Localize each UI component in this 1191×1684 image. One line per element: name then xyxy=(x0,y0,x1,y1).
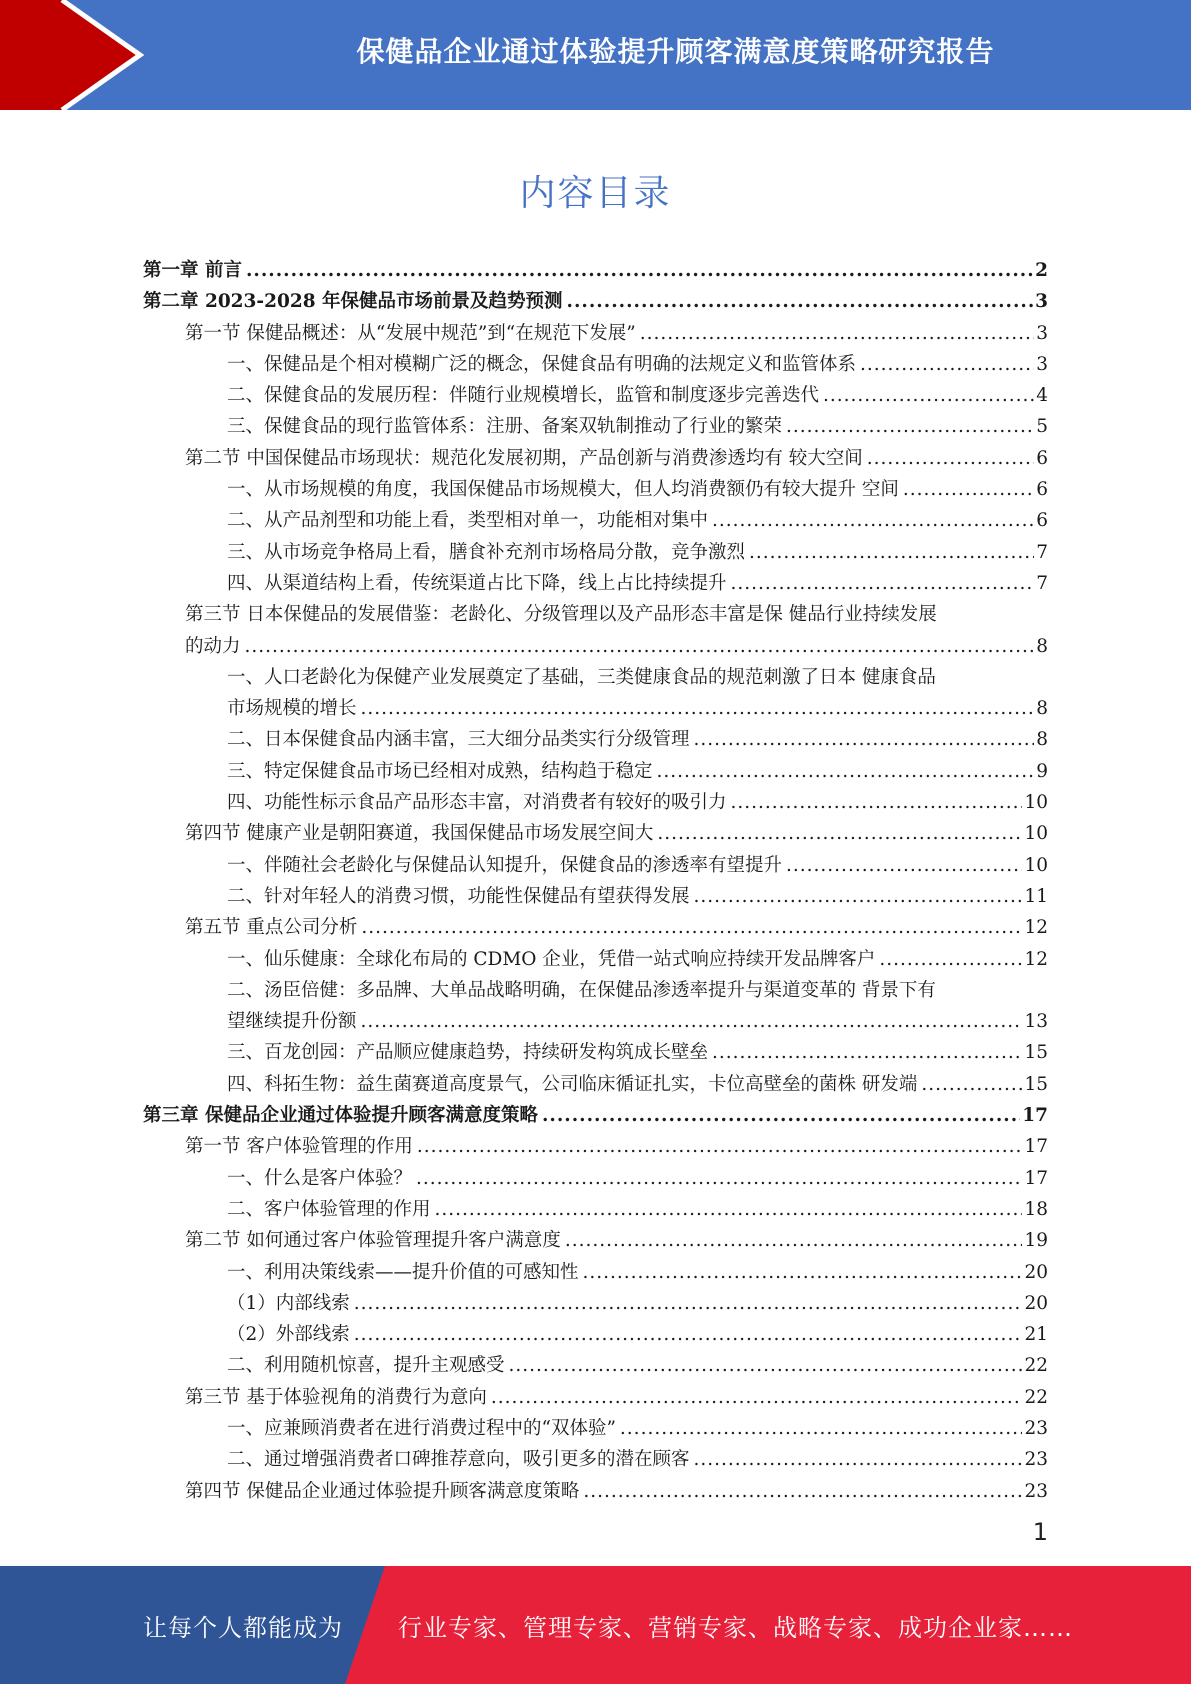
toc-entry-text: 第二节 中国保健品市场现状：规范化发展初期，产品创新与消费渗透均有 较大空间 xyxy=(185,447,863,469)
toc-entry-text: 第一章 前言 xyxy=(143,260,242,281)
footer-slogan-right: 行业专家、管理专家、营销专家、战略专家、成功企业家…… xyxy=(398,1613,1073,1642)
toc-entry-text-continued: 的动力 xyxy=(185,635,241,657)
toc-leader-dots xyxy=(354,1288,1023,1319)
toc-entry-text: 二、保健食品的发展历程：伴随行业规模增长，监管和制度逐步完善迭代 xyxy=(227,385,820,407)
toc-entry-text: 第三节 日本保健品的发展借鉴：老龄化、分级管理以及产品形态丰富是保 健品行业持续发展 xyxy=(185,604,937,626)
header-arrow-graphic xyxy=(0,0,160,110)
toc-entry-text: 二、客户体验管理的作用 xyxy=(227,1198,431,1220)
toc-leader-dots xyxy=(694,881,1023,912)
toc-entry[interactable] xyxy=(143,1288,1048,1319)
toc-entry-text: 三、从市场竞争格局上看，膳食补充剂市场格局分散，竞争激烈 xyxy=(227,541,746,563)
toc-entry-text: 三、保健食品的现行监管体系：注册、备案双轨制推动了行业的繁荣 xyxy=(227,416,783,438)
toc-leader-dots xyxy=(491,1382,1023,1413)
toc-leader-dots xyxy=(416,1163,1022,1194)
toc-entry-text: 第一节 客户体验管理的作用 xyxy=(185,1136,413,1158)
toc-entry[interactable] xyxy=(143,944,1048,975)
toc-entry[interactable] xyxy=(143,881,1048,912)
toc-leader-dots xyxy=(657,818,1022,849)
toc-entry-text: 第四节 保健品企业通过体验提升顾客满意度策略 xyxy=(185,1480,580,1502)
toc-entry-text: 二、汤臣倍健：多品牌、大单品战略明确，在保健品渗透率提升与渠道变革的 背景下有 xyxy=(227,979,936,1001)
toc-entry-text: 一、从市场规模的角度，我国保健品市场规模大，但人均消费额仍有较大提升 空间 xyxy=(227,479,899,501)
toc-leader-dots xyxy=(786,850,1022,881)
toc-entry[interactable] xyxy=(143,1413,1048,1444)
toc-page-number: 12 xyxy=(1024,948,1048,970)
toc-page-number: 15 xyxy=(1024,1042,1048,1064)
toc-entry[interactable] xyxy=(143,1194,1048,1225)
toc-page-number: 22 xyxy=(1024,1355,1048,1377)
toc-page-number: 21 xyxy=(1024,1324,1048,1346)
toc-page-number: 20 xyxy=(1024,1261,1048,1283)
toc-page-number: 3 xyxy=(1036,322,1048,344)
toc-page-number: 17 xyxy=(1024,1136,1048,1158)
toc-page-number: 17 xyxy=(1022,1105,1048,1127)
toc-entry[interactable] xyxy=(143,1037,1048,1068)
toc-page-number: 17 xyxy=(1024,1167,1048,1189)
toc-entry[interactable] xyxy=(143,1131,1048,1162)
toc-entry-text: 第一节 保健品概述：从“发展中规范”到“在规范下发展” xyxy=(185,322,636,344)
toc-entry-text: 第二节 如何通过客户体验管理提升客户满意度 xyxy=(185,1230,561,1252)
page-number: 1 xyxy=(1032,1518,1048,1546)
toc-entry-text: 二、日本保健食品内涵丰富，三大细分品类实行分级管理 xyxy=(227,729,690,751)
toc-entry-text: 一、利用决策线索——提升价值的可感知性 xyxy=(227,1261,579,1283)
toc-entry[interactable] xyxy=(143,443,1048,474)
toc-entry[interactable] xyxy=(143,505,1048,536)
toc-entry-text: 一、伴随社会老龄化与保健品认知提升，保健食品的渗透率有望提升 xyxy=(227,854,783,876)
toc-entry[interactable] xyxy=(143,380,1048,411)
toc-entry-text: 一、人口老龄化为保健产业发展奠定了基础，三类健康食品的规范刺激了日本 健康食品 xyxy=(227,666,936,688)
toc-entry-text: 第二章 2023-2028 年保健品市场前景及趋势预测 xyxy=(143,291,563,313)
toc-leader-dots xyxy=(867,443,1034,474)
toc-page-number: 13 xyxy=(1024,1011,1048,1033)
toc-entry[interactable] xyxy=(143,818,1048,849)
toc-page-number: 23 xyxy=(1024,1449,1048,1471)
header-banner xyxy=(0,0,1191,110)
toc-entry[interactable] xyxy=(143,537,1048,568)
toc-leader-dots xyxy=(565,1225,1023,1256)
toc-entry[interactable] xyxy=(143,850,1048,881)
toc-entry[interactable] xyxy=(143,724,1048,755)
toc-entry[interactable] xyxy=(143,787,1048,818)
toc-leader-dots xyxy=(354,1319,1023,1350)
toc-entry-text: 一、应兼顾消费者在进行消费过程中的“双体验” xyxy=(227,1417,616,1439)
toc-entry-text: 三、百龙创园：产品顺应健康趋势，持续研发构筑成长壁垒 xyxy=(227,1042,709,1064)
toc-entry[interactable] xyxy=(143,1350,1048,1381)
toc-page-number: 7 xyxy=(1036,572,1048,594)
toc-entry-text: 一、什么是客户体验？ xyxy=(227,1167,413,1189)
toc-leader-dots xyxy=(786,411,1034,442)
toc-entry[interactable] xyxy=(143,568,1048,599)
toc-page-number: 6 xyxy=(1036,447,1048,469)
toc-entry-text: 四、功能性标示食品产品形态丰富，对消费者有较好的吸引力 xyxy=(227,792,727,814)
toc-page-number: 3 xyxy=(1035,291,1048,313)
toc-page-number: 18 xyxy=(1024,1198,1048,1220)
toc-entry[interactable] xyxy=(143,286,1048,317)
toc-entry-text: 第四节 健康产业是朝阳赛道，我国保健品市场发展空间大 xyxy=(185,823,654,845)
toc-leader-dots xyxy=(583,1257,1023,1288)
toc-leader-dots xyxy=(567,286,1034,317)
toc-entry-text: （2）外部线索 xyxy=(227,1324,350,1346)
toc-leader-dots xyxy=(657,756,1035,787)
toc-page-number: 5 xyxy=(1036,416,1048,438)
toc-entry[interactable] xyxy=(143,1100,1048,1131)
toc-entry-text: 二、通过增强消费者口碑推荐意向，吸引更多的潜在顾客 xyxy=(227,1449,690,1471)
toc-page-number: 12 xyxy=(1024,917,1048,939)
toc-page-number: 7 xyxy=(1036,541,1048,563)
toc-entry-text: 一、仙乐健康：全球化布局的 CDMO 企业，凭借一站式响应持续开发品牌客户 xyxy=(227,948,876,970)
toc-entry-text: 一、保健品是个相对模糊广泛的概念，保健食品有明确的法规定义和监管体系 xyxy=(227,353,857,375)
toc-entry-text: （1）内部线索 xyxy=(227,1292,350,1314)
toc-page-number: 8 xyxy=(1036,729,1048,751)
toc-leader-dots xyxy=(731,787,1023,818)
toc-entry[interactable] xyxy=(143,1476,1048,1507)
toc-leader-dots xyxy=(749,537,1034,568)
toc-entry[interactable] xyxy=(143,756,1048,787)
report-title: 保健品企业通过体验提升顾客满意度策略研究报告 xyxy=(356,35,995,68)
footer-slogan-left: 让每个人都能成为 xyxy=(143,1613,343,1642)
toc-page-number: 19 xyxy=(1024,1230,1048,1252)
toc-leader-dots xyxy=(435,1194,1023,1225)
toc-leader-dots xyxy=(361,693,1035,724)
toc-entry-text: 三、特定保健食品市场已经相对成熟，结构趋于稳定 xyxy=(227,760,653,782)
toc-page-number: 15 xyxy=(1024,1073,1048,1095)
toc-page-number: 22 xyxy=(1024,1386,1048,1408)
toc-page-number: 10 xyxy=(1024,823,1048,845)
toc-page-number: 8 xyxy=(1036,635,1048,657)
toc-entry-text: 四、从渠道结构上看，传统渠道占比下降，线上占比持续提升 xyxy=(227,572,727,594)
toc-entry-text: 第五节 重点公司分析 xyxy=(185,917,358,939)
toc-entry-text: 二、利用随机惊喜，提升主观感受 xyxy=(227,1355,505,1377)
toc-page-number: 9 xyxy=(1036,760,1048,782)
toc-page-number: 23 xyxy=(1024,1480,1048,1502)
toc-page-number: 3 xyxy=(1036,353,1048,375)
toc-page-number: 23 xyxy=(1024,1417,1048,1439)
toc-entry[interactable] xyxy=(143,318,1048,349)
toc-heading: 内容目录 xyxy=(519,173,672,214)
toc-page-number: 2 xyxy=(1035,260,1048,281)
toc-leader-dots xyxy=(583,1476,1022,1507)
toc-leader-dots xyxy=(712,505,1034,536)
toc-entry[interactable] xyxy=(143,1257,1048,1288)
toc-entry[interactable] xyxy=(143,1069,1048,1100)
toc-entry-text: 第三节 基于体验视角的消费行为意向 xyxy=(185,1386,487,1408)
toc-page-number: 10 xyxy=(1024,854,1048,876)
toc-entry[interactable] xyxy=(143,1225,1048,1256)
toc-page-number: 6 xyxy=(1036,510,1048,532)
toc-leader-dots xyxy=(903,474,1034,505)
toc-entry-text-continued: 望继续提升份额 xyxy=(227,1011,357,1033)
toc-entry[interactable] xyxy=(143,912,1048,943)
toc-leader-dots xyxy=(731,568,1035,599)
toc-entry-text: 二、从产品剂型和功能上看，类型相对单一，功能相对集中 xyxy=(227,510,709,532)
toc-page-number: 6 xyxy=(1036,479,1048,501)
toc-entry[interactable] xyxy=(143,411,1048,442)
toc-entry-text: 第三章 保健品企业通过体验提升顾客满意度策略 xyxy=(143,1105,538,1127)
toc-leader-dots xyxy=(245,631,1035,662)
toc-leader-dots xyxy=(823,380,1034,411)
toc-leader-dots xyxy=(361,912,1022,943)
toc-entry[interactable] xyxy=(143,474,1048,505)
toc-leader-dots xyxy=(246,255,1033,286)
toc-leader-dots xyxy=(694,724,1035,755)
toc-leader-dots xyxy=(509,1350,1023,1381)
toc-leader-dots xyxy=(860,349,1034,380)
toc-page-number: 8 xyxy=(1036,698,1048,720)
toc-entry[interactable] xyxy=(143,975,1048,1038)
toc-page-number: 10 xyxy=(1024,792,1048,814)
toc-leader-dots xyxy=(361,1006,1023,1037)
toc-entry-text: 二、针对年轻人的消费习惯，功能性保健品有望获得发展 xyxy=(227,885,690,907)
toc-entry[interactable] xyxy=(143,1319,1048,1350)
footer-banner xyxy=(0,1566,1191,1684)
toc-page-number: 4 xyxy=(1036,385,1048,407)
toc-entry[interactable] xyxy=(143,1163,1048,1194)
toc-leader-dots xyxy=(879,944,1022,975)
toc-leader-dots xyxy=(694,1444,1023,1475)
toc-entry[interactable] xyxy=(143,349,1048,380)
toc-leader-dots xyxy=(417,1131,1023,1162)
toc-entry[interactable] xyxy=(143,1444,1048,1475)
toc-entry[interactable] xyxy=(143,255,1048,286)
toc-leader-dots xyxy=(640,318,1035,349)
toc-entry[interactable] xyxy=(143,1382,1048,1413)
toc-leader-dots xyxy=(712,1037,1022,1068)
toc-entry-text: 四、科拓生物：益生菌赛道高度景气，公司临床循证扎实，卡位高壁垒的菌株 研发端 xyxy=(227,1073,918,1095)
table-of-contents xyxy=(143,255,1048,1507)
toc-leader-dots xyxy=(921,1069,1022,1100)
toc-entry[interactable] xyxy=(143,662,1048,725)
toc-leader-dots xyxy=(620,1413,1023,1444)
toc-leader-dots xyxy=(542,1100,1020,1131)
toc-page-number: 11 xyxy=(1024,885,1048,907)
toc-page-number: 20 xyxy=(1024,1292,1048,1314)
toc-entry[interactable] xyxy=(143,599,1048,662)
toc-entry-text-continued: 市场规模的增长 xyxy=(227,698,357,720)
